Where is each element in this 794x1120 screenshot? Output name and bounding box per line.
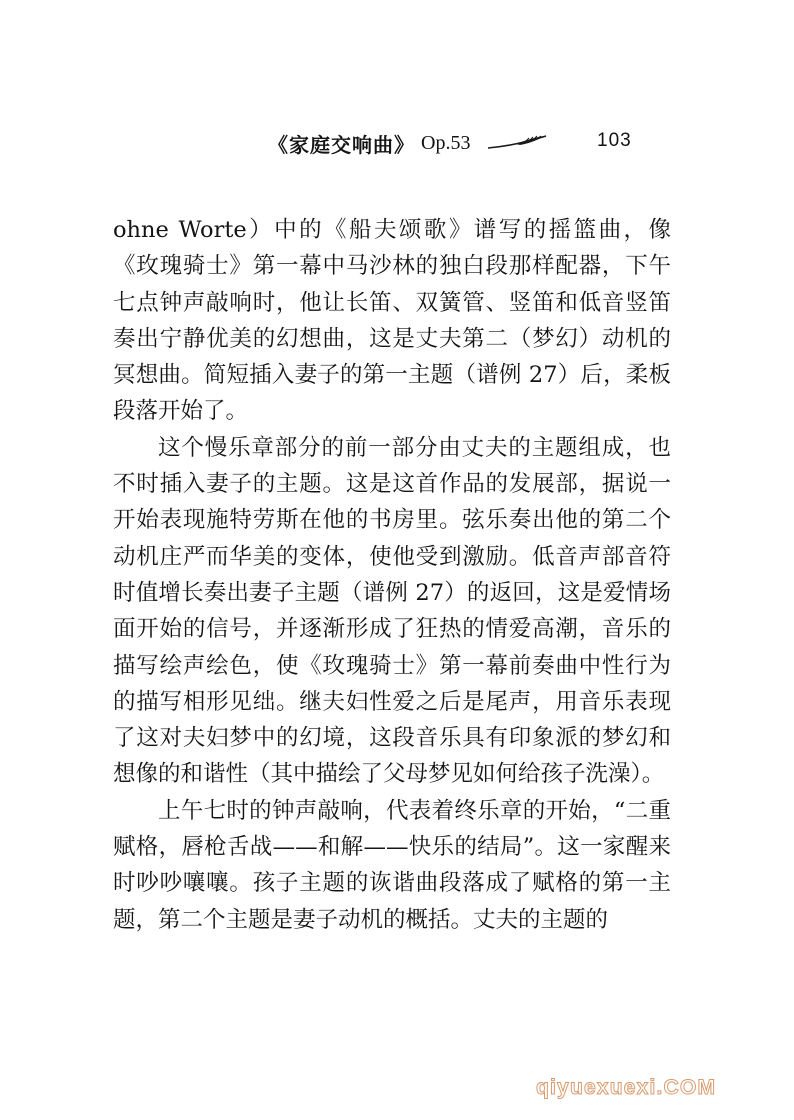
running-head-title: 《家庭交响曲》 xyxy=(268,132,415,157)
body-text xyxy=(113,212,671,938)
paragraph-3: 上午七时的钟声敲响，代表着终乐章的开始，“二重赋格，唇枪舌战——和解——快乐的结局”。这一家醒来时吵吵嚷嚷。孩子主题的诙谐曲段落成了赋格的第一主题，第二个主题是妻子动机的概括。丈夫的主题的 xyxy=(113,797,671,933)
running-head xyxy=(268,128,548,158)
site-watermark: qiyuexuexi.COM xyxy=(536,1076,717,1099)
running-head-opus: Op.53 xyxy=(421,131,471,154)
paragraph-1: ohne Worte）中的《船夫颂歌》谱写的摇篮曲，像《玫瑰骑士》第一幕中马沙林的独白段那样配器，下午七点钟声敲响时，他让长笛、双簧管、竖笛和低音竖笛奏出宁静优美的幻想曲，这是丈夫第二（梦幻）动机的冥想曲。简短插入妻子的第一主题（谱例 27）后，柔板段落开始了。 xyxy=(113,217,671,425)
page-number: 103 xyxy=(597,130,632,151)
pen-flourish-icon xyxy=(486,135,548,151)
paragraph-2: 这个慢乐章部分的前一部分由丈夫的主题组成，也不时插入妻子的主题。这是这首作品的发展部，据说一开始表现施特劳斯在他的书房里。弦乐奏出他的第二个动机庄严而华美的变体，使他受到激励。低音声部音符时值增长奏出妻子主题（谱例 27）的返回，这是爱情场面开始的信号，并逐渐形成了狂热的情爱高潮，音乐的描写绘声绘色，使《玫瑰骑士》第一幕前奏曲中性行为的描写相形见绌。继夫妇性爱之后是尾声，用音乐表现了这对夫妇梦中的幻境，这段音乐具有印象派的梦幻和想像的和谐性（其中描绘了父母梦见如何给孩子洗澡）。 xyxy=(113,434,671,788)
